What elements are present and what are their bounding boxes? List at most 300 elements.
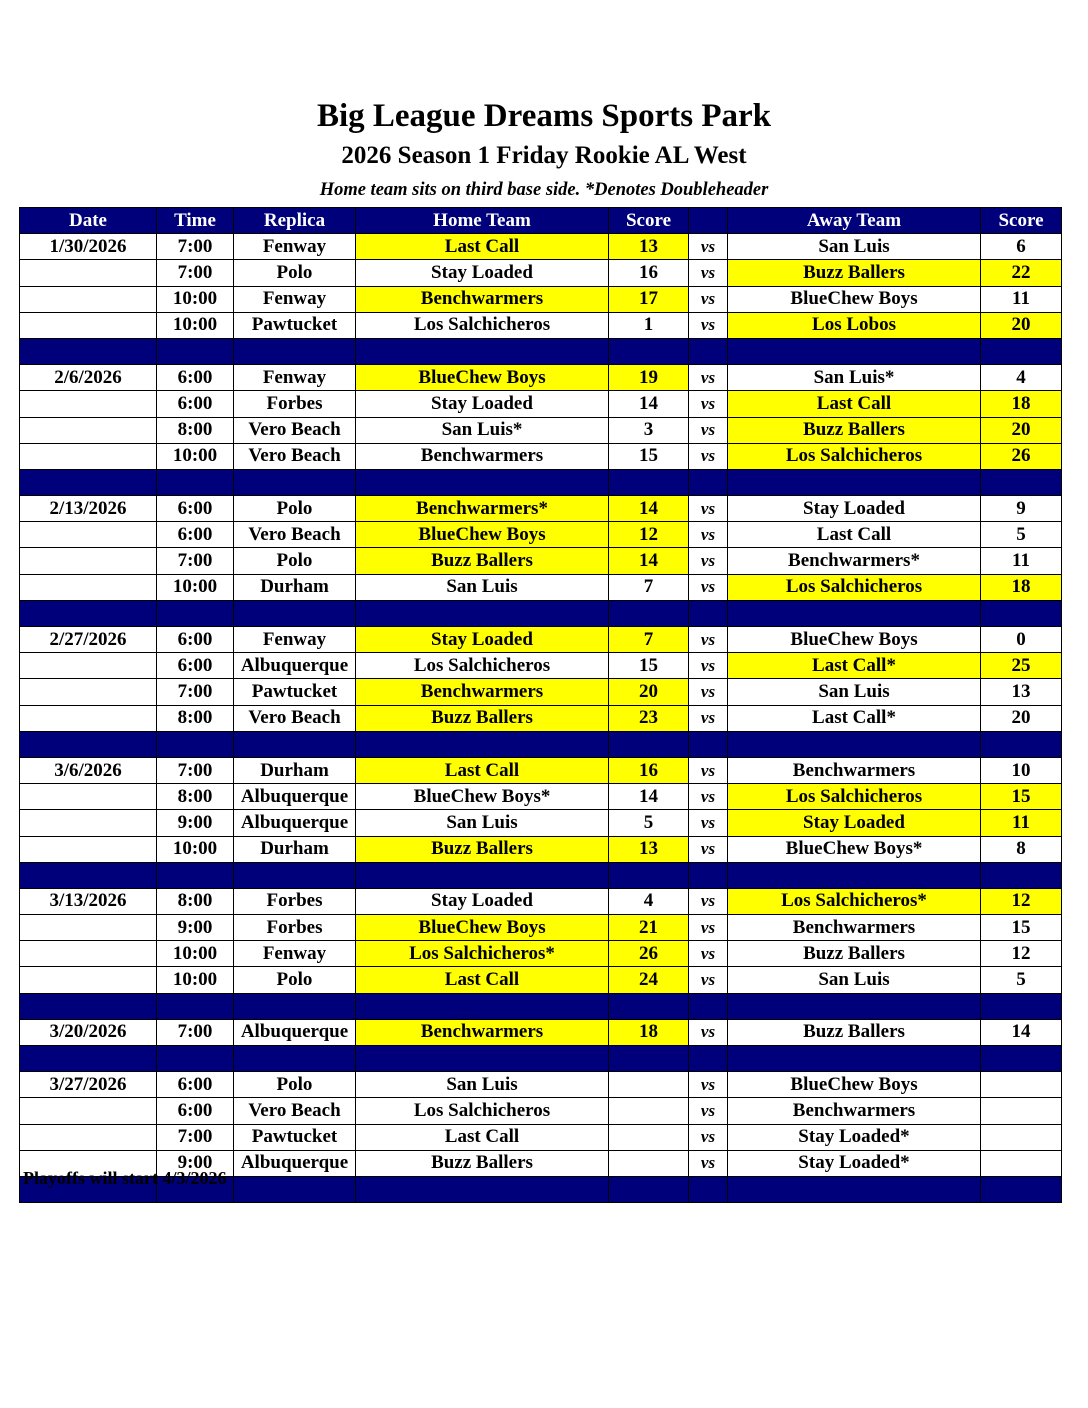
date-cell (20, 548, 157, 574)
separator-cell (728, 731, 981, 757)
separator-cell (728, 1176, 981, 1202)
separator-cell (609, 600, 689, 626)
home-score-cell (609, 1098, 689, 1124)
home-score-cell: 14 (609, 784, 689, 810)
date-cell (20, 836, 157, 862)
table-header-row (20, 208, 1062, 234)
vs-cell: vs (689, 705, 728, 731)
away-score-cell: 12 (981, 941, 1062, 967)
date-cell (20, 1124, 157, 1150)
date-cell (20, 915, 157, 941)
home-team-cell: Stay Loaded (356, 391, 609, 417)
away-team-cell: Last Call* (728, 705, 981, 731)
home-score-cell: 18 (609, 1019, 689, 1045)
separator-cell (20, 1046, 157, 1072)
home-team-cell: BlueChew Boys (356, 915, 609, 941)
separator-cell (728, 993, 981, 1019)
vs-cell: vs (689, 679, 728, 705)
separator-cell (234, 338, 356, 364)
replica-cell: Fenway (234, 286, 356, 312)
separator-cell (356, 469, 609, 495)
vs-cell: vs (689, 888, 728, 914)
separator-cell (356, 993, 609, 1019)
away-team-cell: Los Salchicheros (728, 784, 981, 810)
week-separator-row (20, 338, 1062, 364)
time-cell: 6:00 (157, 1098, 234, 1124)
away-team-cell: Stay Loaded* (728, 1124, 981, 1150)
table-row (20, 679, 1062, 705)
separator-cell (356, 731, 609, 757)
home-team-cell: Los Salchicheros (356, 312, 609, 338)
away-team-cell: Benchwarmers (728, 757, 981, 783)
home-team-cell: Los Salchicheros (356, 653, 609, 679)
home-team-cell: BlueChew Boys* (356, 784, 609, 810)
away-team-cell: San Luis (728, 967, 981, 993)
vs-cell: vs (689, 941, 728, 967)
away-team-cell: Stay Loaded* (728, 1150, 981, 1176)
separator-cell (356, 1176, 609, 1202)
separator-cell (728, 1046, 981, 1072)
away-score-cell (981, 1150, 1062, 1176)
table-row (20, 443, 1062, 469)
away-team-cell: Last Call (728, 391, 981, 417)
separator-cell (356, 338, 609, 364)
separator-cell (728, 862, 981, 888)
time-cell: 8:00 (157, 705, 234, 731)
separator-cell (981, 1176, 1062, 1202)
time-cell: 7:00 (157, 679, 234, 705)
replica-cell: Pawtucket (234, 1124, 356, 1150)
separator-cell (157, 338, 234, 364)
home-score-cell: 4 (609, 888, 689, 914)
away-score-cell: 11 (981, 286, 1062, 312)
away-score-cell: 10 (981, 757, 1062, 783)
replica-cell: Fenway (234, 234, 356, 260)
home-team-cell: Last Call (356, 967, 609, 993)
away-team-cell: Stay Loaded (728, 810, 981, 836)
away-score-cell: 12 (981, 888, 1062, 914)
separator-cell (20, 993, 157, 1019)
home-team-cell: Buzz Ballers (356, 548, 609, 574)
replica-cell: Albuquerque (234, 784, 356, 810)
home-score-cell: 17 (609, 286, 689, 312)
vs-cell: vs (689, 417, 728, 443)
separator-cell (157, 993, 234, 1019)
home-score-cell (609, 1072, 689, 1098)
date-cell: 3/27/2026 (20, 1072, 157, 1098)
separator-cell (356, 1046, 609, 1072)
replica-cell: Albuquerque (234, 653, 356, 679)
time-cell: 10:00 (157, 312, 234, 338)
replica-cell: Albuquerque (234, 1019, 356, 1045)
home-team-cell: BlueChew Boys (356, 365, 609, 391)
header-away-team: Away Team (728, 208, 981, 234)
separator-cell (609, 1176, 689, 1202)
home-score-cell: 24 (609, 967, 689, 993)
away-team-cell: Los Lobos (728, 312, 981, 338)
home-score-cell: 15 (609, 653, 689, 679)
away-team-cell: Los Salchicheros (728, 574, 981, 600)
separator-cell (689, 993, 728, 1019)
time-cell: 7:00 (157, 234, 234, 260)
away-team-cell: Los Salchicheros* (728, 888, 981, 914)
separator-cell (981, 993, 1062, 1019)
separator-cell (981, 862, 1062, 888)
home-team-cell: Last Call (356, 757, 609, 783)
away-score-cell (981, 1124, 1062, 1150)
away-team-cell: San Luis (728, 234, 981, 260)
replica-cell: Vero Beach (234, 1098, 356, 1124)
home-team-cell: BlueChew Boys (356, 522, 609, 548)
home-team-cell: Benchwarmers (356, 1019, 609, 1045)
away-score-cell: 5 (981, 522, 1062, 548)
home-team-cell: Benchwarmers (356, 286, 609, 312)
vs-cell: vs (689, 365, 728, 391)
away-team-cell: San Luis* (728, 365, 981, 391)
table-row (20, 365, 1062, 391)
time-cell: 8:00 (157, 417, 234, 443)
header-date: Date (20, 208, 157, 234)
vs-cell: vs (689, 1150, 728, 1176)
date-cell: 2/13/2026 (20, 496, 157, 522)
replica-cell: Polo (234, 496, 356, 522)
replica-cell: Durham (234, 757, 356, 783)
table-row (20, 757, 1062, 783)
table-row (20, 1098, 1062, 1124)
time-cell: 6:00 (157, 653, 234, 679)
table-row (20, 705, 1062, 731)
replica-cell: Pawtucket (234, 679, 356, 705)
away-score-cell: 20 (981, 417, 1062, 443)
home-score-cell: 16 (609, 757, 689, 783)
away-score-cell: 18 (981, 574, 1062, 600)
date-cell (20, 443, 157, 469)
time-cell: 10:00 (157, 574, 234, 600)
home-team-cell: Los Salchicheros* (356, 941, 609, 967)
separator-cell (609, 993, 689, 1019)
separator-cell (234, 862, 356, 888)
date-cell (20, 810, 157, 836)
time-cell: 6:00 (157, 1072, 234, 1098)
home-score-cell: 21 (609, 915, 689, 941)
separator-cell (356, 862, 609, 888)
vs-cell: vs (689, 260, 728, 286)
time-cell: 9:00 (157, 915, 234, 941)
home-score-cell: 14 (609, 496, 689, 522)
home-team-cell: Benchwarmers (356, 679, 609, 705)
home-team-cell: Stay Loaded (356, 627, 609, 653)
time-cell: 6:00 (157, 627, 234, 653)
week-separator-row (20, 731, 1062, 757)
replica-cell: Fenway (234, 365, 356, 391)
away-team-cell: Benchwarmers (728, 1098, 981, 1124)
replica-cell: Vero Beach (234, 522, 356, 548)
home-team-cell: Benchwarmers (356, 443, 609, 469)
vs-cell: vs (689, 810, 728, 836)
home-score-cell: 5 (609, 810, 689, 836)
away-score-cell: 20 (981, 705, 1062, 731)
home-score-cell: 7 (609, 574, 689, 600)
table-row (20, 1019, 1062, 1045)
time-cell: 10:00 (157, 967, 234, 993)
time-cell: 10:00 (157, 941, 234, 967)
separator-cell (689, 469, 728, 495)
separator-cell (689, 1176, 728, 1202)
separator-cell (234, 1046, 356, 1072)
home-team-cell: Buzz Ballers (356, 705, 609, 731)
home-team-cell: Stay Loaded (356, 260, 609, 286)
separator-cell (609, 338, 689, 364)
away-score-cell: 26 (981, 443, 1062, 469)
vs-cell: vs (689, 627, 728, 653)
separator-cell (234, 600, 356, 626)
vs-cell: vs (689, 548, 728, 574)
vs-cell: vs (689, 1098, 728, 1124)
separator-cell (234, 469, 356, 495)
date-cell: 3/13/2026 (20, 888, 157, 914)
separator-cell (20, 862, 157, 888)
home-team-cell: San Luis (356, 810, 609, 836)
home-score-cell (609, 1124, 689, 1150)
home-team-cell: Buzz Ballers (356, 1150, 609, 1176)
separator-cell (981, 1046, 1062, 1072)
time-cell: 7:00 (157, 757, 234, 783)
table-row (20, 522, 1062, 548)
replica-cell: Vero Beach (234, 417, 356, 443)
away-team-cell: BlueChew Boys (728, 627, 981, 653)
table-row (20, 653, 1062, 679)
vs-cell: vs (689, 522, 728, 548)
time-cell: 7:00 (157, 260, 234, 286)
time-cell: 10:00 (157, 286, 234, 312)
table-row (20, 888, 1062, 914)
separator-cell (981, 338, 1062, 364)
home-team-cell: Buzz Ballers (356, 836, 609, 862)
replica-cell: Durham (234, 836, 356, 862)
date-cell (20, 286, 157, 312)
date-cell (20, 967, 157, 993)
date-cell (20, 784, 157, 810)
vs-cell: vs (689, 653, 728, 679)
time-cell: 7:00 (157, 1019, 234, 1045)
time-cell: 6:00 (157, 496, 234, 522)
time-cell: 10:00 (157, 443, 234, 469)
replica-cell: Forbes (234, 915, 356, 941)
vs-cell: vs (689, 312, 728, 338)
away-score-cell: 14 (981, 1019, 1062, 1045)
away-score-cell: 9 (981, 496, 1062, 522)
schedule-note: Home team sits on third base side. *Denotes Doubleheader (319, 180, 769, 200)
vs-cell: vs (689, 967, 728, 993)
home-score-cell: 13 (609, 234, 689, 260)
separator-cell (689, 731, 728, 757)
away-score-cell: 5 (981, 967, 1062, 993)
home-team-cell: San Luis (356, 574, 609, 600)
time-cell: 10:00 (157, 836, 234, 862)
away-score-cell: 11 (981, 810, 1062, 836)
away-team-cell: Buzz Ballers (728, 260, 981, 286)
header-vs-spacer (689, 208, 728, 234)
table-row (20, 417, 1062, 443)
header-home-team: Home Team (356, 208, 609, 234)
table-row (20, 941, 1062, 967)
replica-cell: Polo (234, 260, 356, 286)
vs-cell: vs (689, 574, 728, 600)
date-cell (20, 260, 157, 286)
date-cell: 2/6/2026 (20, 365, 157, 391)
home-team-cell: Benchwarmers* (356, 496, 609, 522)
away-score-cell: 15 (981, 915, 1062, 941)
separator-cell (609, 731, 689, 757)
away-team-cell: Benchwarmers (728, 915, 981, 941)
table-row (20, 286, 1062, 312)
header-time: Time (157, 208, 234, 234)
vs-cell: vs (689, 234, 728, 260)
away-score-cell (981, 1098, 1062, 1124)
away-team-cell: Benchwarmers* (728, 548, 981, 574)
separator-cell (20, 338, 157, 364)
home-score-cell: 1 (609, 312, 689, 338)
separator-cell (234, 731, 356, 757)
away-team-cell: Buzz Ballers (728, 1019, 981, 1045)
home-team-cell: Last Call (356, 1124, 609, 1150)
separator-cell (609, 1046, 689, 1072)
away-score-cell: 22 (981, 260, 1062, 286)
away-score-cell: 0 (981, 627, 1062, 653)
away-score-cell: 4 (981, 365, 1062, 391)
date-cell (20, 522, 157, 548)
table-row (20, 1124, 1062, 1150)
home-score-cell: 3 (609, 417, 689, 443)
home-score-cell: 14 (609, 391, 689, 417)
away-score-cell (981, 1072, 1062, 1098)
vs-cell: vs (689, 757, 728, 783)
replica-cell: Albuquerque (234, 810, 356, 836)
separator-cell (981, 731, 1062, 757)
time-cell: 9:00 (157, 810, 234, 836)
table-row (20, 810, 1062, 836)
replica-cell: Forbes (234, 391, 356, 417)
vs-cell: vs (689, 1072, 728, 1098)
away-team-cell: Last Call (728, 522, 981, 548)
week-separator-row (20, 993, 1062, 1019)
separator-cell (234, 1176, 356, 1202)
separator-cell (356, 600, 609, 626)
away-team-cell: BlueChew Boys* (728, 836, 981, 862)
away-score-cell: 25 (981, 653, 1062, 679)
date-cell (20, 705, 157, 731)
away-team-cell: BlueChew Boys (728, 1072, 981, 1098)
home-team-cell: Last Call (356, 234, 609, 260)
time-cell: 6:00 (157, 365, 234, 391)
time-cell: 6:00 (157, 391, 234, 417)
time-cell: 9:00 (157, 1150, 234, 1176)
table-row (20, 391, 1062, 417)
home-team-cell: San Luis* (356, 417, 609, 443)
separator-cell (157, 862, 234, 888)
header-home-score: Score (609, 208, 689, 234)
replica-cell: Polo (234, 548, 356, 574)
date-cell (20, 941, 157, 967)
away-team-cell: Last Call* (728, 653, 981, 679)
separator-cell (609, 862, 689, 888)
date-cell (20, 1098, 157, 1124)
vs-cell: vs (689, 1019, 728, 1045)
page-subtitle: 2026 Season 1 Friday Rookie AL West (341, 142, 747, 169)
separator-cell (689, 338, 728, 364)
week-separator-row (20, 600, 1062, 626)
separator-cell (728, 600, 981, 626)
home-score-cell: 12 (609, 522, 689, 548)
separator-cell (689, 600, 728, 626)
week-separator-row (20, 1046, 1062, 1072)
home-team-cell: Stay Loaded (356, 888, 609, 914)
separator-cell (157, 600, 234, 626)
date-cell (20, 679, 157, 705)
time-cell: 7:00 (157, 548, 234, 574)
time-cell: 8:00 (157, 784, 234, 810)
time-cell: 8:00 (157, 888, 234, 914)
separator-cell (728, 338, 981, 364)
replica-cell: Vero Beach (234, 705, 356, 731)
vs-cell: vs (689, 1124, 728, 1150)
replica-cell: Fenway (234, 941, 356, 967)
home-team-cell: Los Salchicheros (356, 1098, 609, 1124)
home-score-cell: 7 (609, 627, 689, 653)
separator-cell (157, 1046, 234, 1072)
table-row (20, 260, 1062, 286)
week-separator-row (20, 862, 1062, 888)
replica-cell: Durham (234, 574, 356, 600)
separator-cell (728, 469, 981, 495)
separator-cell (157, 469, 234, 495)
schedule-body (20, 234, 1062, 1203)
table-row (20, 1072, 1062, 1098)
table-row (20, 574, 1062, 600)
home-score-cell: 20 (609, 679, 689, 705)
table-row (20, 234, 1062, 260)
home-score-cell (609, 1150, 689, 1176)
away-score-cell: 20 (981, 312, 1062, 338)
separator-cell (20, 731, 157, 757)
away-team-cell: Stay Loaded (728, 496, 981, 522)
table-row (20, 915, 1062, 941)
date-cell (20, 653, 157, 679)
vs-cell: vs (689, 391, 728, 417)
table-row (20, 967, 1062, 993)
replica-cell: Vero Beach (234, 443, 356, 469)
replica-cell: Forbes (234, 888, 356, 914)
home-score-cell: 26 (609, 941, 689, 967)
separator-cell (20, 469, 157, 495)
home-score-cell: 19 (609, 365, 689, 391)
replica-cell: Fenway (234, 627, 356, 653)
vs-cell: vs (689, 915, 728, 941)
separator-cell (981, 600, 1062, 626)
away-score-cell: 18 (981, 391, 1062, 417)
replica-cell: Albuquerque (234, 1150, 356, 1176)
replica-cell: Polo (234, 967, 356, 993)
away-score-cell: 11 (981, 548, 1062, 574)
separator-cell (20, 600, 157, 626)
schedule-table (19, 207, 1062, 1203)
home-score-cell: 16 (609, 260, 689, 286)
vs-cell: vs (689, 286, 728, 312)
away-team-cell: Los Salchicheros (728, 443, 981, 469)
away-team-cell: BlueChew Boys (728, 286, 981, 312)
table-row (20, 836, 1062, 862)
vs-cell: vs (689, 496, 728, 522)
